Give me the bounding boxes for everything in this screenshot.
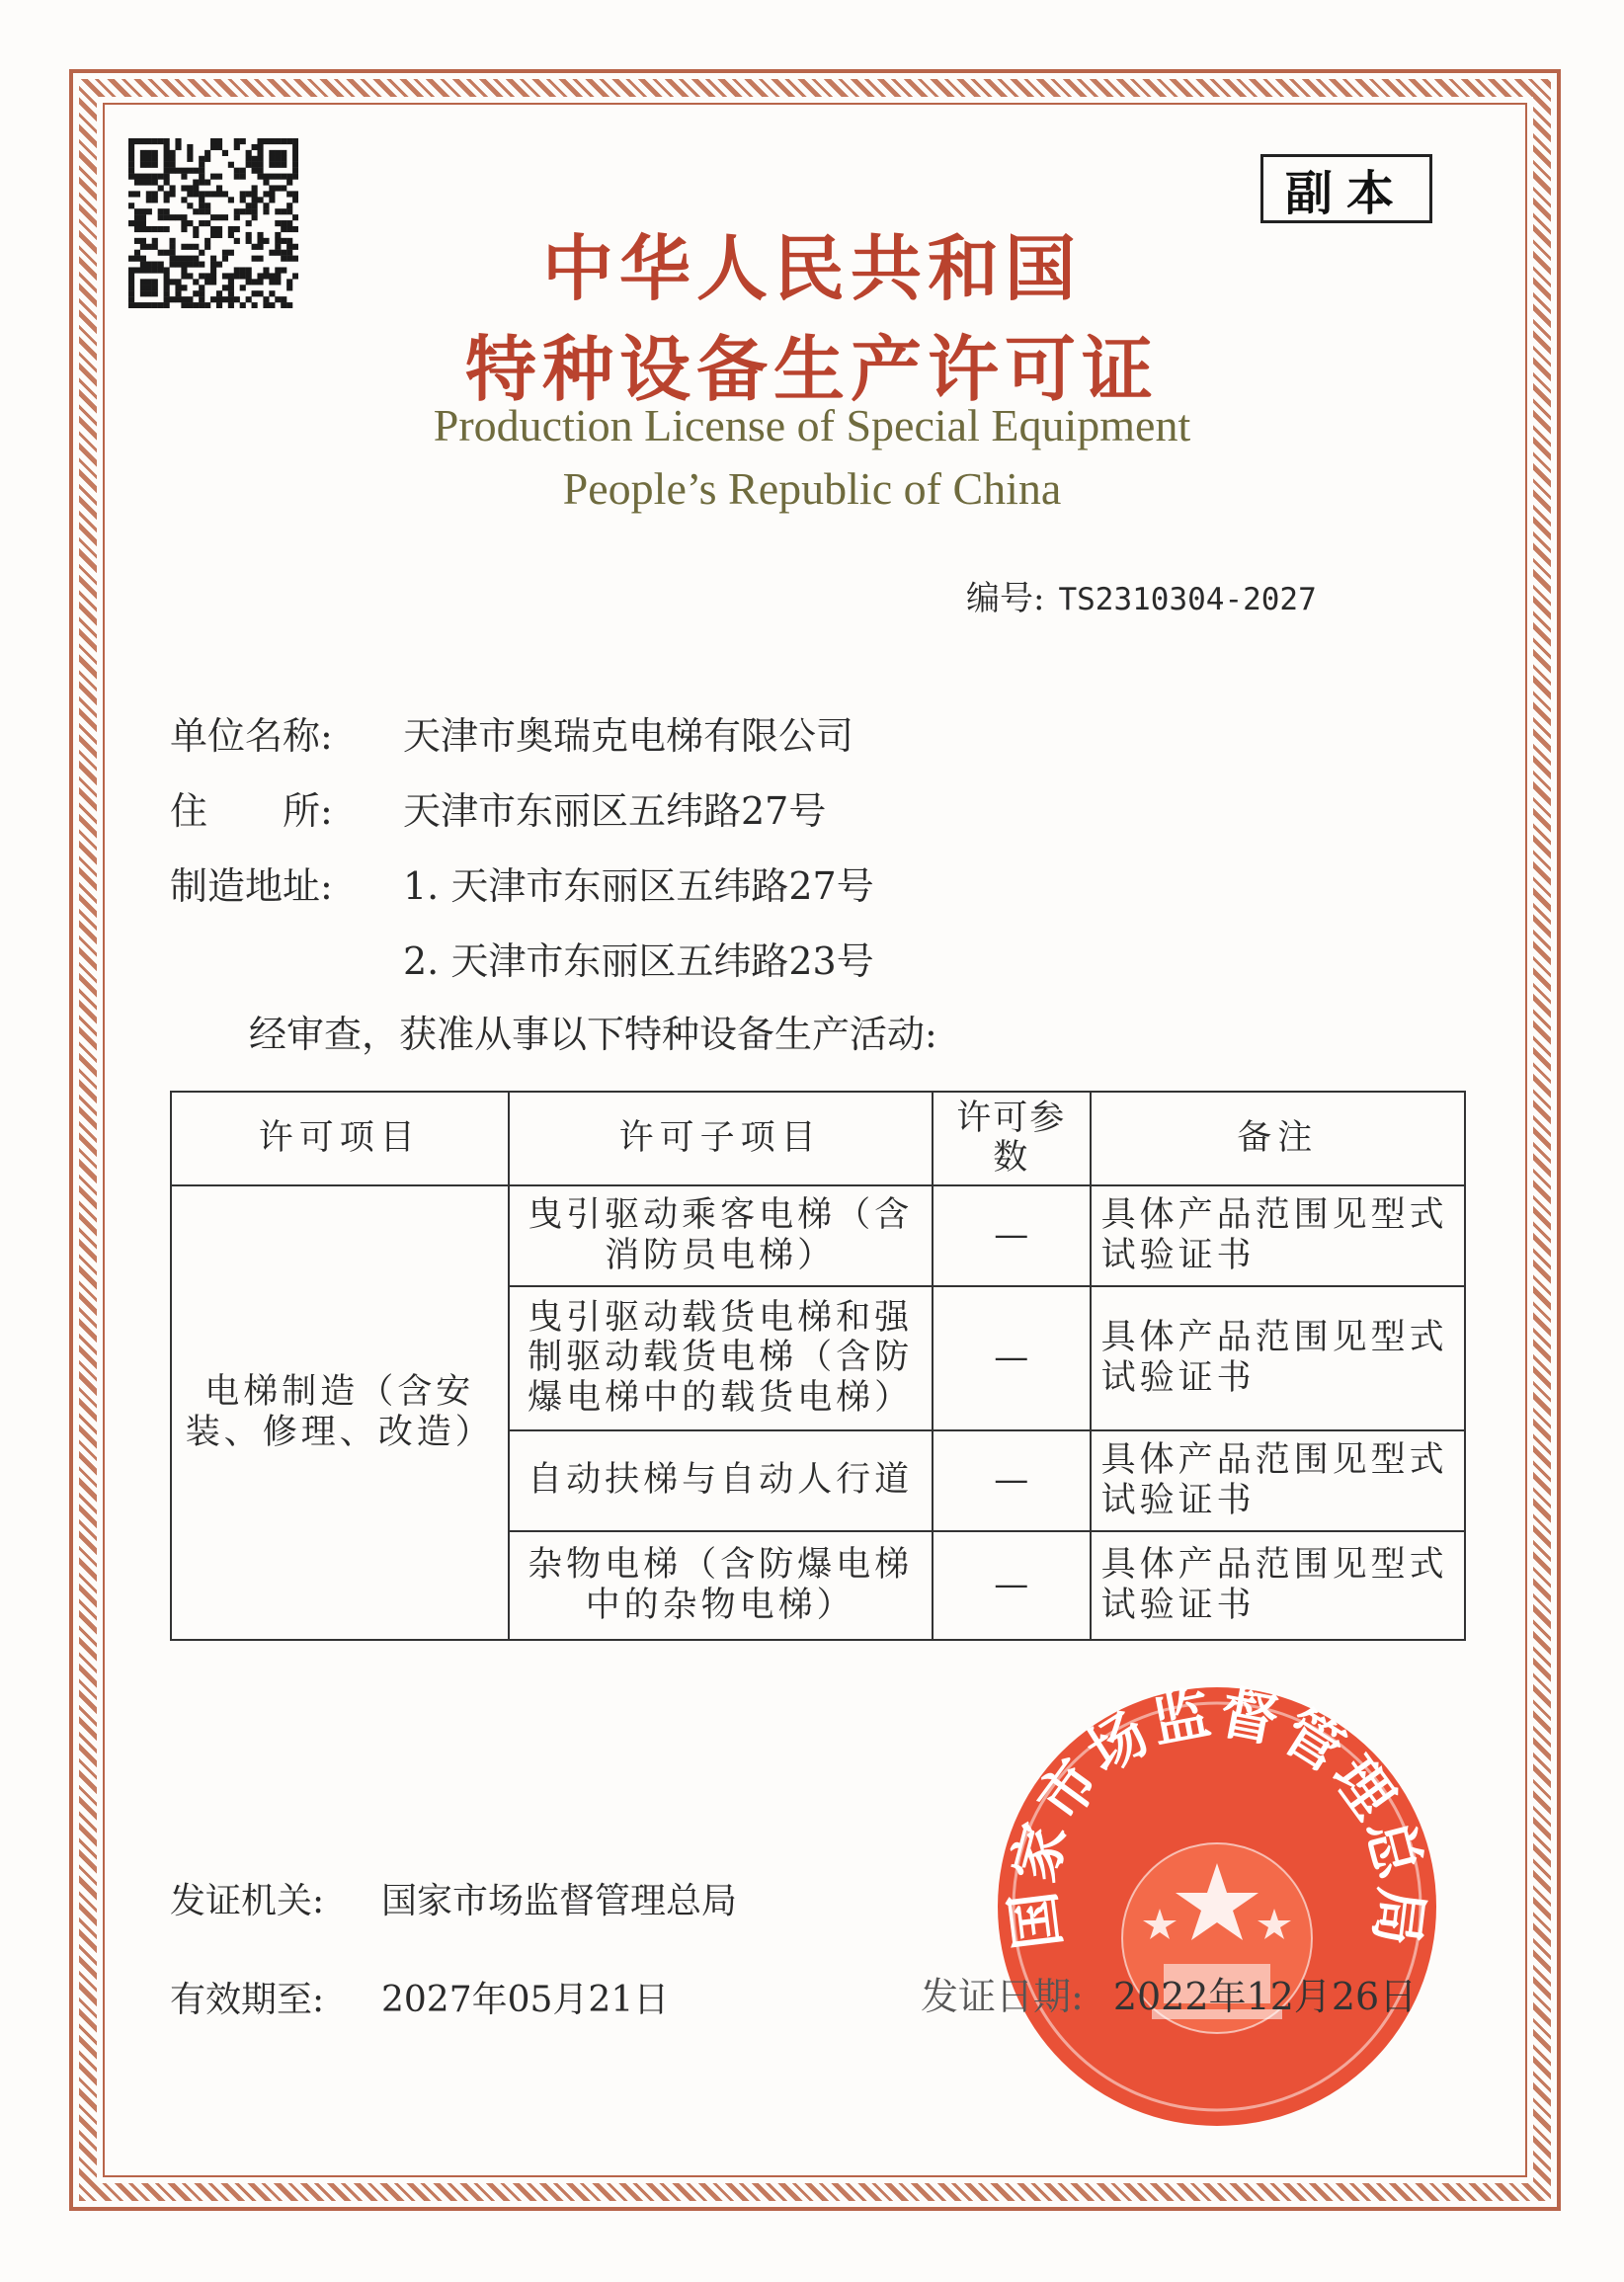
title-en-line1: Production License of Special Equipment bbox=[433, 400, 1191, 450]
seal-text: 国家市场监督管理总局 bbox=[998, 1679, 1436, 1954]
valid-until-row bbox=[170, 1972, 669, 2022]
param: — bbox=[933, 1286, 1091, 1430]
mfg-address-1: 1. 天津市东丽区五纬路27号 bbox=[403, 864, 874, 908]
address-row bbox=[170, 780, 826, 835]
valid-until-value: 2027年05月21日 bbox=[381, 1980, 670, 2020]
param: — bbox=[933, 1531, 1091, 1640]
license-item: 电梯制造（含安装、修理、改造） bbox=[171, 1185, 509, 1640]
mfg-address-row-2 bbox=[170, 931, 874, 985]
sub-item: 曳引驱动乘客电梯（含消防员电梯） bbox=[509, 1185, 933, 1286]
sub-item: 杂物电梯（含防爆电梯中的杂物电梯） bbox=[509, 1531, 933, 1640]
issuer-label: 发证机关: bbox=[170, 1881, 325, 1921]
table-header bbox=[171, 1092, 1465, 1185]
serial-label: 编号: bbox=[966, 579, 1045, 618]
unit-name-label: 单位名称: bbox=[170, 714, 333, 758]
remark: 具体产品范围见型式试验证书 bbox=[1091, 1531, 1465, 1640]
address-label: 住 所: bbox=[170, 789, 333, 833]
header-item: 许可项目 bbox=[171, 1092, 509, 1185]
sub-item: 自动扶梯与自动人行道 bbox=[509, 1430, 933, 1531]
unit-name-value: 天津市奥瑞克电梯有限公司 bbox=[403, 714, 854, 758]
param: — bbox=[933, 1430, 1091, 1531]
remark: 具体产品范围见型式试验证书 bbox=[1091, 1430, 1465, 1531]
official-seal bbox=[990, 1679, 1444, 2134]
mfg-address-label: 制造地址: bbox=[170, 864, 333, 908]
table-row bbox=[171, 1185, 1465, 1286]
address-value: 天津市东丽区五纬路27号 bbox=[403, 789, 827, 833]
serial-number bbox=[966, 571, 1317, 619]
header-sub-item: 许可子项目 bbox=[509, 1092, 933, 1185]
issuer-row bbox=[170, 1873, 737, 1923]
copy-stamp: 副本 bbox=[1260, 154, 1432, 223]
serial-value: TS2310304-2027 bbox=[1058, 582, 1317, 617]
intro-text: 经审查，获准从事以下特种设备生产活动: bbox=[249, 1013, 937, 1056]
issue-date-row bbox=[921, 1966, 1417, 2020]
header-param: 许可参数 bbox=[933, 1092, 1091, 1185]
issue-date-value: 2022年12月26日 bbox=[1112, 1975, 1418, 2018]
header-remark: 备注 bbox=[1091, 1092, 1465, 1185]
remark: 具体产品范围见型式试验证书 bbox=[1091, 1286, 1465, 1430]
mfg-address-row bbox=[170, 856, 874, 910]
sub-item: 曳引驱动载货电梯和强制驱动载货电梯（含防爆电梯中的载货电梯） bbox=[509, 1286, 933, 1430]
issue-date-label: 发证日期: bbox=[921, 1975, 1084, 2018]
param: — bbox=[933, 1185, 1091, 1286]
title-en-line2: People’s Republic of China bbox=[562, 463, 1062, 514]
title-cn-line1: 中华人民共和国 bbox=[541, 227, 1082, 310]
remark: 具体产品范围见型式试验证书 bbox=[1091, 1185, 1465, 1286]
valid-until-label: 有效期至: bbox=[170, 1980, 325, 2020]
license-table bbox=[170, 1091, 1466, 1641]
issuer-value: 国家市场监督管理总局 bbox=[381, 1881, 738, 1921]
mfg-address-2: 2. 天津市东丽区五纬路23号 bbox=[403, 939, 874, 983]
unit-name-row bbox=[170, 705, 853, 760]
title-cn-line2: 特种设备生产许可证 bbox=[464, 328, 1159, 411]
